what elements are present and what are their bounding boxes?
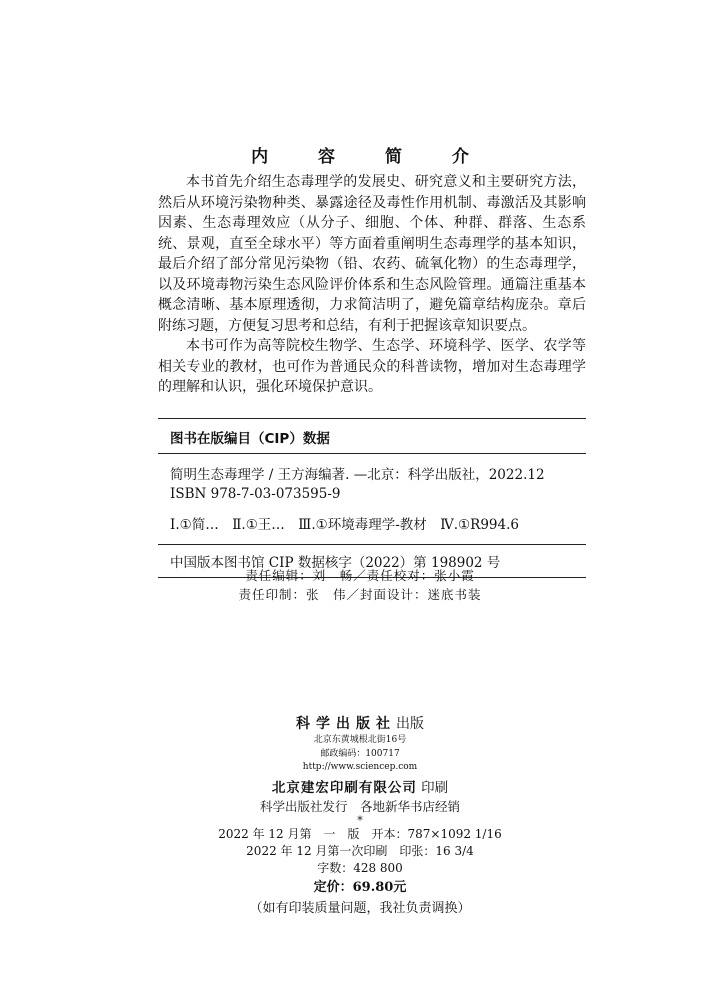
summary-text (158, 172, 586, 398)
cip-body (158, 466, 586, 535)
cip-verify-number: 中国版本图书馆 CIP 数据核字（2022）第 198902 号 (158, 544, 586, 578)
cip-block (158, 418, 586, 578)
publisher-line (0, 714, 720, 734)
cip-title-line: 简明生态毒理学 / 王方海编著. —北京：科学出版社，2022.12 (170, 467, 545, 483)
publisher-suffix: 出版 (396, 716, 424, 732)
summary-title: 内 容 简 介 (251, 147, 491, 167)
edition-info: 2022 年 12 月第 一 版 开本：787×1092 1/16 (218, 826, 502, 841)
publisher-name: 科学出版社 (296, 716, 396, 732)
imprint (0, 714, 720, 919)
cip-isbn: ISBN 978-7-03-073595-9 (170, 486, 341, 502)
cip-header: 图书在版编目（CIP）数据 (158, 419, 586, 454)
credits-editors: 责任编辑：刘 畅／责任校对：张小霞 (245, 568, 475, 583)
printer-line (0, 779, 720, 798)
word-count: 字数：428 800 (317, 860, 403, 875)
credits (0, 566, 720, 604)
publisher-postcode: 邮政编码：100717 (320, 748, 400, 759)
price: 定价：69.80元 (313, 879, 407, 895)
summary-paragraph-2: 本书可作为高等院校生物学、生态学、环境科学、医学、农学等相关专业的教材，也可作为普通民众的科普读物，增加对生态毒理学的理解和认识，强化环境保护意识。 (158, 338, 586, 395)
cip-classification: Ⅰ.①简… Ⅱ.①王… Ⅲ.①环境毒理学-教材 Ⅳ.①R994.6 (170, 517, 519, 533)
printer-name: 北京建宏印刷有限公司 (271, 779, 417, 796)
publisher-address: 北京东黄城根北街16号 (313, 735, 407, 745)
credits-production: 责任印制：张 伟／封面设计：迷底书装 (238, 587, 482, 602)
quality-notice: （如有印装质量问题，我社负责调换） (249, 900, 471, 916)
printer-suffix: 印刷 (416, 779, 449, 796)
summary-paragraph-1: 本书首先介绍生态毒理学的发展史、研究意义和主要研究方法，然后从环境污染物种类、暴露途径及毒性作用机制、毒激活及其影响因素、生态毒理效应（从分子、细胞、个体、种群、群落、生态系统、景观，直至全球水平）等方面着重阐明生态毒理学的基本知识，最后介绍了部分常见污染物（铅、农药、硫氧化物）的生态毒理学，以及环境毒物污染生态风险评价体系和生态风险管理。通篇注重基本概念清晰、基本原理透彻，力求简洁明了，避免篇章结构庞杂。章后附练习题，方便复习思考和总结，有利于把握该章知识要点。 (158, 174, 586, 334)
publisher-url: http://www.sciencep.com (302, 762, 418, 772)
printing-info: 2022 年 12 月第一次印刷 印张：16 3/4 (246, 843, 474, 858)
separator-star: * (357, 813, 363, 827)
distribution: 科学出版社发行 各地新华书店经销 (259, 798, 460, 814)
